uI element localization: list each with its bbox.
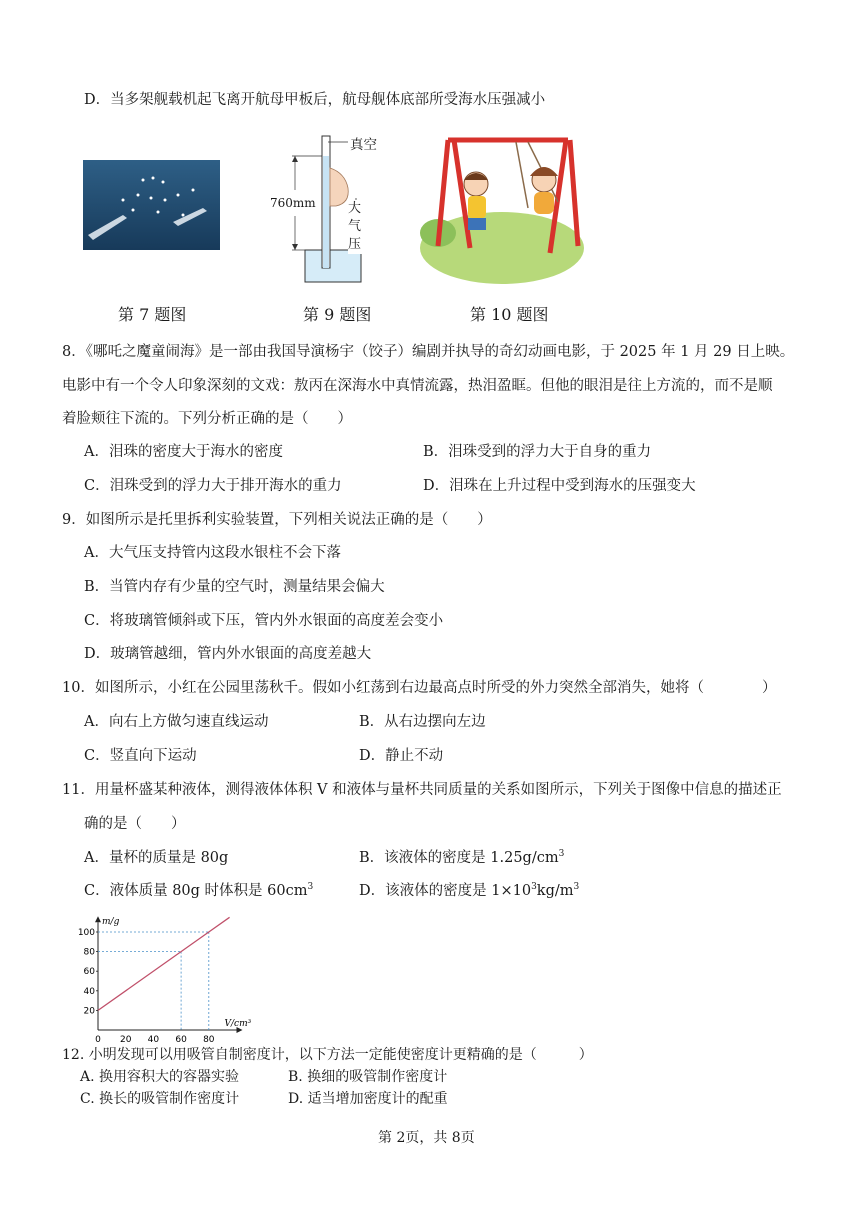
x-axis-label: V/cm³: [224, 1019, 252, 1029]
swing-illustration: [418, 128, 586, 288]
torricelli-figure: [270, 128, 400, 288]
q11-option-c: [84, 879, 313, 900]
q11-option-b-sup: 3: [558, 849, 565, 859]
y-tick-label: 40: [83, 986, 95, 997]
q12-option-b: B. 换细的吸管制作密度计: [288, 1069, 448, 1085]
q10-option-b: B．从右边摆向左边: [359, 714, 486, 730]
q8-option-a: A．泪珠的密度大于海水的密度: [84, 444, 283, 460]
q12-option-a: A. 换用容积大的容器实验: [80, 1069, 240, 1085]
q11-option-d-text1: D．该液体的密度是 1×10: [359, 883, 532, 899]
y-axis-arrow: [95, 916, 101, 922]
q11-option-d: [359, 879, 579, 900]
q9-option-d: D．玻璃管越细，管内外水银面的高度差越大: [84, 646, 372, 662]
mass-volume-chart: [78, 900, 268, 1042]
vacuum-label: 真空: [350, 137, 377, 153]
carrier-image: [83, 160, 220, 250]
q11-option-a: A．量杯的质量是 80g: [84, 850, 229, 866]
pressure-label: 大气压: [348, 201, 362, 252]
caption-fig7: 第 7 题图: [118, 305, 187, 324]
q12-option-c: C. 换长的吸管制作密度计: [80, 1091, 240, 1107]
height-label: 760mm: [270, 196, 316, 210]
x-tick-label: 20: [119, 1035, 132, 1042]
q8-stem-line3: 着脸颊往下流的。下列分析正确的是（ ）: [62, 411, 352, 427]
q12-stem: 12. 小明发现可以用吸管自制密度计，以下方法一定能使密度计更精确的是（ ）: [62, 1047, 593, 1063]
y-tick-label: 20: [83, 1006, 95, 1017]
q11-option-b-text: B．该液体的密度是 1.25g/cm: [359, 850, 559, 866]
caption-fig10: 第 10 题图: [470, 305, 549, 324]
q11-option-d-sup2: 3: [573, 882, 580, 892]
q11-stem-line1: 11．用量杯盛某种液体，测得液体体积 V 和液体与量杯共同质量的关系如图所示，下列关于图像中信息的描述正: [62, 782, 782, 798]
caption-fig9: 第 9 题图: [303, 305, 372, 324]
carrier-photo: [83, 160, 220, 250]
swing-figure: [418, 128, 586, 288]
y-axis-label: m/g: [102, 917, 120, 928]
q9-option-c: C．将玻璃管倾斜或下压，管内外水银面的高度差会变小: [84, 613, 444, 629]
x-tick-label: 80: [203, 1035, 215, 1042]
q8-stem-line2: 电影中有一个令人印象深刻的文戏：敖丙在深海水中真情流露，热泪盈眶。但他的眼泪是往上方流的，而不是顺: [62, 378, 773, 394]
x-tick-label: 0: [95, 1035, 101, 1042]
q11-option-c-sup: 3: [307, 882, 314, 892]
q11-chart: [78, 900, 268, 1042]
q7-option-d: D．当多架舰载机起飞离开航母甲板后，航母舰体底部所受海水压强减小: [84, 92, 546, 108]
q11-option-c-text: C．液体质量 80g 时体积是 60cm: [84, 883, 308, 899]
q12-option-d: D. 适当增加密度计的配重: [288, 1091, 448, 1107]
q8-option-c: C．泪珠受到的浮力大于排开海水的重力: [84, 478, 342, 494]
series-line: [98, 917, 230, 1010]
q11-option-d-text2: kg/m: [536, 883, 574, 899]
q8-stem-line1: 8．《哪吒之魔童闹海》是一部由我国导演杨宇（饺子）编剧并执导的奇幻动画电影，于 2025 年 1 月 29 日上映。: [62, 344, 795, 360]
q11-option-b: [359, 846, 564, 867]
q11-option-d-sup1: 3: [531, 882, 537, 892]
q10-option-c: C．竖直向下运动: [84, 748, 197, 764]
q10-option-a: A．向右上方做匀速直线运动: [84, 714, 269, 730]
q8-option-d: D．泪珠在上升过程中受到海水的压强变大: [423, 478, 696, 494]
x-tick-label: 40: [147, 1035, 160, 1042]
x-tick-label: 60: [175, 1035, 187, 1042]
q10-stem: 10．如图所示，小红在公园里荡秋千。假如小红荡到右边最高点时所受的外力突然全部消失，她将（ ）: [62, 680, 777, 696]
q11-stem-line2: 确的是（ ）: [84, 816, 186, 832]
q9-option-b: B．当管内存有少量的空气时，测量结果会偏大: [84, 579, 385, 595]
y-tick-label: 100: [78, 928, 95, 938]
q9-option-a: A．大气压支持管内这段水银柱不会下落: [84, 545, 341, 561]
page-number: 第 2页，共 8页: [378, 1130, 475, 1146]
q10-option-d: D．静止不动: [359, 748, 444, 764]
y-tick-label: 60: [83, 967, 95, 978]
q8-option-b: B．泪珠受到的浮力大于自身的重力: [423, 444, 652, 460]
y-tick-label: 80: [83, 947, 95, 958]
q9-stem: 9．如图所示是托里拆利实验装置，下列相关说法正确的是（ ）: [62, 512, 492, 528]
